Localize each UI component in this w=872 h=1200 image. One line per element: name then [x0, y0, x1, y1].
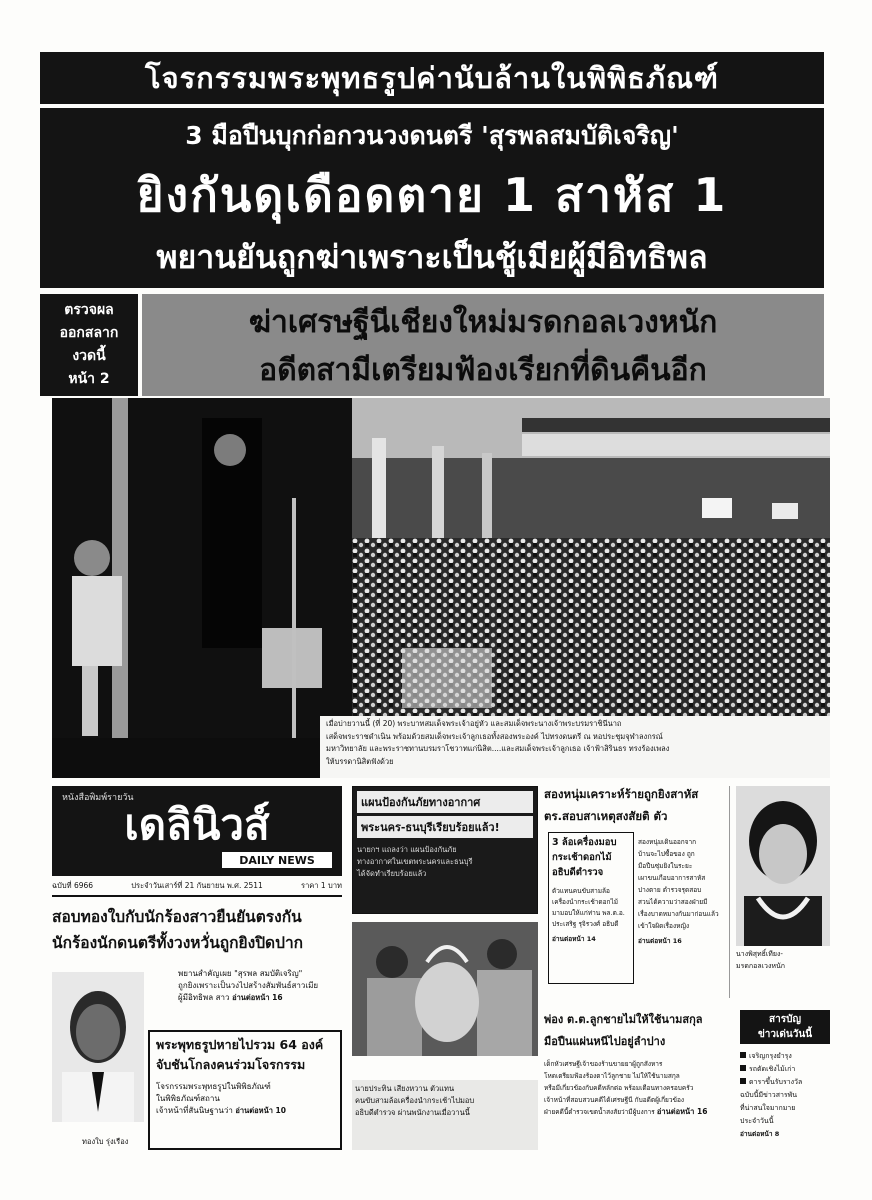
body-line: หรือมีเกี่ยวข้องกับคดีหลักต่อ พร้อมเตือนทางครอบครัว — [544, 1084, 694, 1092]
story-weather-headline2: พระนคร-ธนบุรีเรียบร้อยแล้ว! — [357, 816, 533, 838]
masthead-logo: เดลินิวส์ — [124, 800, 270, 849]
flowers-caption — [352, 1080, 538, 1150]
second-headline-line1: ฆ่าเศรษฐีนีเชียงใหม่มรดกอลเวงหนัก — [248, 304, 718, 340]
flowers-image — [352, 922, 538, 1056]
lottery-line: งวดนี้ — [72, 348, 106, 364]
masthead-dateline — [52, 880, 342, 894]
story-lampang — [544, 1010, 736, 1150]
headline-top: โจรกรรมพระพุทธรูปค่านับล้านในพิพิธภัณฑ์ — [40, 52, 824, 104]
story-left-headline2: นักร้องนักดนตรีทั้งวงหวั่นถูกยิงปิดปาก — [52, 934, 304, 952]
inset-body — [552, 886, 630, 930]
body-line — [544, 1106, 736, 1118]
body-line-text: เจ้าหน้าที่สันนิษฐานว่า — [156, 1106, 233, 1115]
story-hospital — [544, 786, 730, 998]
story-lampang-ref[interactable]: อ่านต่อหน้า 16 — [656, 1107, 708, 1116]
story-buddha-box — [148, 1030, 342, 1150]
caption-line: เสด็จพระราชดำเนิน พร้อมด้วยสมเด็จพระเจ้าลูกเธอทั้งสองพระองค์ ไปทรงดนตรี ณ หอประชุมจุฬาลงกรณ์ — [326, 731, 663, 741]
inset-headline1: 3 ล้อเครื่องมอบ — [552, 837, 617, 848]
portrait-image — [52, 972, 144, 1122]
lead-headline-block — [40, 108, 824, 288]
caption-line: เมื่อบ่ายวานนี้ (ที่ 20) พระบาทสมเด็จพระเจ้าอยู่หัว และสมเด็จพระนางเจ้าพระบรมราชินีนาถ — [326, 719, 622, 728]
body-line: เด็กหัวเศรษฐีเจ้าของร้านขายยาผู้ถูกสังหาร — [544, 1060, 663, 1068]
woman-photo — [736, 786, 830, 946]
index-title1: สารบัญ — [769, 1014, 801, 1025]
story-weather-box — [352, 786, 538, 914]
story-left-headline1: สอบทองใบกับนักร้องสาวยืนยันตรงกัน — [52, 908, 302, 926]
body-line-text: ผู้มีอิทธิพล สาว — [178, 993, 230, 1002]
story-weather-body — [357, 844, 533, 880]
index-body-line: ฉบับนี้มีข่าวสารพัน — [740, 1091, 798, 1099]
caption-line: อธิบดีตำรวจ ผ่านพนักงานเมื่อวานนี้ — [355, 1108, 470, 1117]
portrait-caption: ทองใบ รุ่งเรือง — [82, 1137, 129, 1146]
woman-caption — [736, 948, 830, 988]
story-buddha-ref[interactable]: อ่านต่อหน้า 10 — [235, 1106, 286, 1115]
body-line: สองหนุ่มเดินออกจาก — [638, 838, 697, 846]
caption-line: ให้บรรดานิสิตฟังด้วย — [326, 756, 394, 766]
body-line: มือปืนซุ่มยิงในระยะ — [638, 862, 693, 870]
index-item[interactable] — [740, 1063, 830, 1076]
caption-line: คนขับสามล้อเครื่องนำกระเช้าไปมอบ — [355, 1096, 475, 1105]
index-title2: ข่าวเด่นวันนี้ — [757, 1029, 813, 1040]
body-line-text: ฝ่ายคดีนี้ตำรวจเขตน้ำสงสัยว่ามีผู้บงการ — [544, 1108, 655, 1116]
bullet-icon — [740, 1078, 746, 1084]
index-item-label: รถตัดเชิงไม้เก่า — [749, 1065, 796, 1073]
body-line: มามอบให้แก่ท่าน พล.ต.อ. — [552, 909, 625, 917]
lead-headline-line3: พยานยันถูกฆ่าเพราะเป็นชู้เมียผู้มีอิทธิพล — [40, 230, 824, 284]
body-line: โจรกรรมพระพุทธรูปในพิพิธภัณฑ์ — [156, 1082, 271, 1091]
body-line — [156, 1105, 334, 1117]
masthead-english: DAILY NEWS — [222, 852, 332, 868]
lottery-line: ออกสลาก — [59, 325, 119, 341]
index-item[interactable] — [740, 1050, 830, 1063]
body-line — [178, 992, 342, 1004]
caption-line: มรดกอลเวงหนัก — [736, 962, 786, 970]
bullet-icon — [740, 1065, 746, 1071]
inset-headline2: กระเช้าดอกไม้ — [552, 852, 612, 863]
woman-portrait-image — [736, 786, 830, 946]
story-lampang-headline2: มือปืนแผ่นหนีไปอยู่ลำปาง — [544, 1035, 666, 1048]
index-item[interactable] — [740, 1076, 830, 1089]
issue-date: ประจำวันเสาร์ที่ 21 กันยายน พ.ศ. 2511 — [131, 881, 263, 890]
index-item-label: เจริญกรุงยำรุง — [749, 1052, 792, 1060]
body-line: สวนได้ความว่าสองฝ่ายมี — [638, 898, 708, 906]
body-line: เครื่องนำกระเช้าดอกไม้ — [552, 898, 619, 906]
body-line: ทางอากาศในเขตพระนครและธนบุรี — [357, 857, 473, 866]
body-line: พยานสำคัญเผย "สุรพล สมบัติเจริญ" — [178, 969, 303, 978]
index-body-line: ประจำวันนี้ — [740, 1117, 774, 1125]
caption-line: นางพิสุทธิ์เทียง- — [736, 950, 783, 958]
body-line: โหดเตรียมฟ้องร้องตาไว้ลูกชาย ไม่ให้ใช้นามสกุล — [544, 1072, 680, 1080]
body-line: เข้าใจผิดเรื่องหญิง — [638, 922, 690, 930]
second-headline-block — [142, 294, 824, 396]
bullet-icon — [740, 1052, 746, 1058]
body-line: เจ้าหน้าที่สอบสวนคดีได้เศรษฐีนี กับอดีตผู้เกี่ยวข้อง — [544, 1096, 685, 1104]
story-left-body — [178, 968, 342, 1018]
story-weather-headline1: แผนป้องกันภัยทางอากาศ — [357, 791, 533, 813]
flowers-photo — [352, 922, 538, 1056]
story-lampang-body — [544, 1058, 736, 1118]
body-line: ปางตาย ตำรวจรุดสอบ — [638, 886, 702, 894]
story-hospital-ref[interactable]: อ่านต่อหน้า 16 — [638, 937, 682, 945]
story-buddha-body — [156, 1081, 334, 1117]
index-list — [740, 1050, 830, 1141]
caption-line: มหาวิทยาลัย และพระราชทานบรมราโชวาทแก่นิสิต....และสมเด็จพระเจ้าลูกเธอ เจ้าฟ้าสิรินธร ทรงร้องเพลง — [326, 744, 670, 753]
story-hospital-inset — [548, 832, 634, 984]
lead-headline-line2: ยิงกันดุเดือดตาย 1 สาหัส 1 — [40, 162, 824, 228]
index-header — [740, 1010, 830, 1044]
body-line: ประเสริฐ รุจิรวงศ์ อธิบดี — [552, 920, 619, 928]
story-hospital-headline2: ตร.สอบสาเหตุสงสัยติ ตัว — [544, 809, 668, 823]
masthead — [52, 786, 342, 876]
body-line: ได้จัดทำเรียบร้อยแล้ว — [357, 869, 427, 878]
portrait-photo — [52, 972, 144, 1122]
masthead-rule — [52, 895, 342, 897]
lottery-box — [40, 294, 138, 396]
lottery-line: ตรวจผล — [64, 302, 114, 318]
inset-ref[interactable]: อ่านต่อหน้า 14 — [552, 935, 596, 943]
index-body-line: ที่น่าสนใจมากมาย — [740, 1104, 796, 1112]
story-buddha-headline2: จับชันโกลงคนร่วมโจรกรรม — [156, 1057, 306, 1072]
body-line: ถูกยิงเพราะเป็นวงไปสร้างสัมพันธ์สาวเมีย — [178, 981, 319, 990]
body-line: เรื่องบาดหมางกันมาก่อนแล้ว — [638, 910, 719, 918]
inset-headline3: อธิบดีตำรวจ — [552, 867, 604, 878]
body-line: ในพิพิธภัณฑ์สถาน — [156, 1094, 220, 1103]
index-box — [740, 1010, 830, 1150]
story-buddha-headline1: พระพุทธรูปหายไปรวม 64 องค์ — [156, 1037, 324, 1052]
story-lampang-headline1: พ่อง ต.ต.ลูกชายไม่ให้ใช้นามสกุล — [544, 1013, 703, 1026]
issue-price: ราคา 1 บาท — [301, 881, 342, 890]
index-item-label: ดาราขึ้นรับรางวัล — [749, 1078, 803, 1086]
masthead-tagline: หนังสือพิมพ์รายวัน — [62, 793, 134, 803]
lead-headline-line1: 3 มือปืนบุกก่อกวนวงดนตรี 'สุรพลสมบัติเจริญ' — [40, 112, 824, 160]
index-ref[interactable]: อ่านต่อหน้า 8 — [740, 1130, 780, 1138]
lottery-line: หน้า 2 — [68, 371, 110, 387]
second-headline-line2: อดีตสามีเตรียมฟ้องเรียกที่ดินคืนอีก — [259, 352, 707, 388]
body-line: ตัวแทนคนขับสามล้อ — [552, 887, 610, 895]
story-left-ref[interactable]: อ่านต่อหน้า 16 — [232, 993, 283, 1002]
body-line: นายกฯ แถลงว่า แผนป้องกันภัย — [357, 845, 457, 854]
body-line: เผาขนเกือบอาการสาหัส — [638, 874, 706, 882]
caption-line: นายประทิน เสียงหวาน ตัวแทน — [355, 1084, 455, 1093]
story-hospital-headline1: สองหนุ่มเคราะห์ร้ายถูกยิงสาหัส — [544, 787, 699, 801]
issue-number: ฉบับที่ 6966 — [52, 881, 94, 890]
body-line: บ้านจะไปซื้อของ ถูก — [638, 850, 695, 858]
main-photo-caption — [320, 716, 830, 778]
story-hospital-body — [638, 836, 728, 986]
